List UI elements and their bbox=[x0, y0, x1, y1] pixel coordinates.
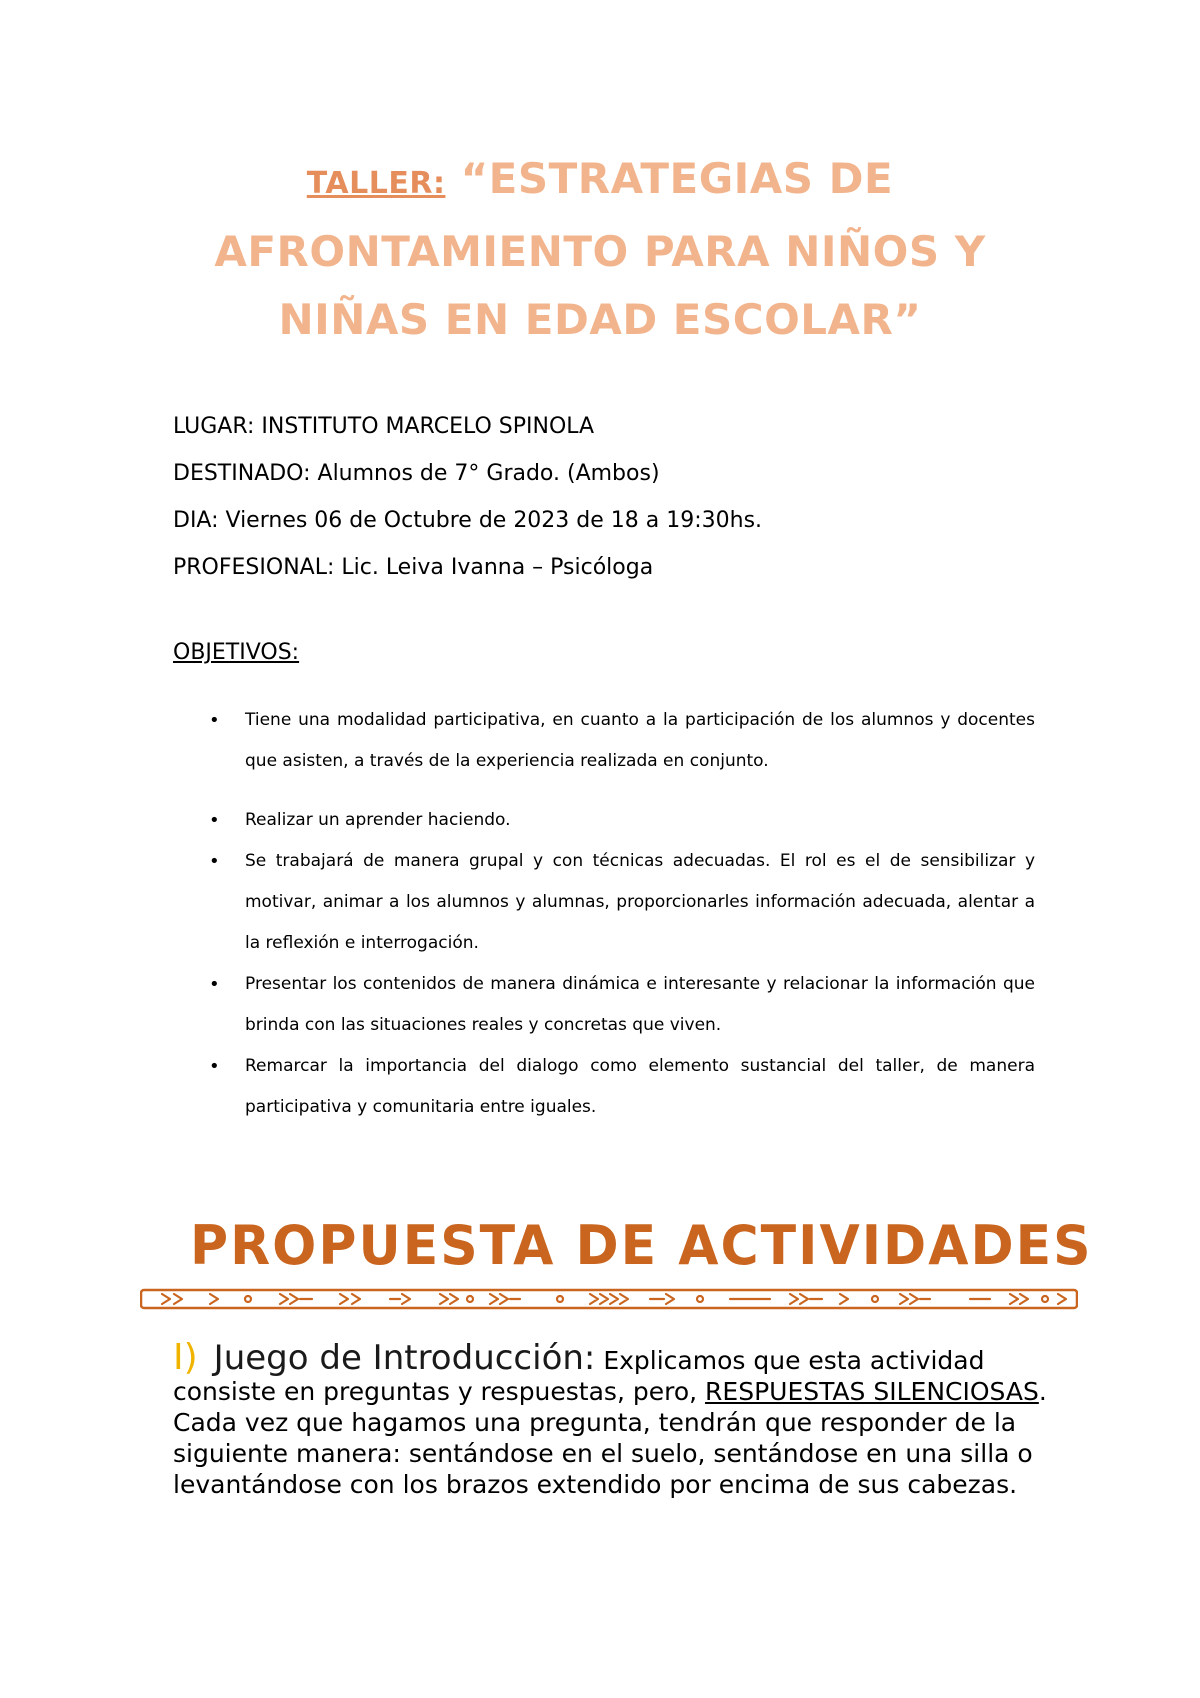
title-label: TALLER: bbox=[306, 166, 446, 201]
list-item bbox=[173, 800, 1035, 841]
bullet-icon: • bbox=[209, 810, 220, 831]
intro-activity bbox=[173, 1337, 1053, 1500]
objective-text: Realizar un aprender haciendo. bbox=[245, 810, 511, 830]
decorative-divider bbox=[140, 1288, 1078, 1310]
document-title bbox=[150, 145, 1050, 354]
objetivos-heading: OBJETIVOS: bbox=[173, 640, 300, 665]
objectives-list bbox=[173, 700, 1035, 1128]
info-lugar: LUGAR: INSTITUTO MARCELO SPINOLA bbox=[173, 414, 595, 439]
bullet-icon: • bbox=[209, 851, 220, 872]
activities-heading: PROPUESTA DE ACTIVIDADES bbox=[190, 1214, 1093, 1278]
bullet-icon: • bbox=[209, 710, 220, 731]
title-line-3: NIÑAS EN EDAD ESCOLAR” bbox=[278, 295, 922, 344]
workshop-info bbox=[173, 403, 1073, 591]
list-item bbox=[173, 1046, 1035, 1128]
activity-emphasis: RESPUESTAS SILENCIOSAS bbox=[705, 1377, 1039, 1406]
list-item bbox=[173, 841, 1035, 964]
title-text-1: “ESTRATEGIAS DE bbox=[460, 154, 894, 203]
bullet-icon: • bbox=[209, 974, 220, 995]
activity-title: Juego de Introducción: bbox=[213, 1338, 596, 1378]
list-item bbox=[173, 700, 1035, 782]
objective-text: Presentar los contenidos de manera dinámica e interesante y relacionar la información que brinda con las situaciones reales y concretas que viven. bbox=[245, 974, 1035, 1035]
info-dia: DIA: Viernes 06 de Octubre de 2023 de 18 a 19:30hs. bbox=[173, 508, 763, 533]
list-item bbox=[173, 964, 1035, 1046]
info-destinado: DESTINADO: Alumnos de 7° Grado. (Ambos) bbox=[173, 461, 660, 486]
activity-number: I) bbox=[173, 1337, 198, 1378]
objective-text: Tiene una modalidad participativa, en cuanto a la participación de los alumnos y docentes que asisten, a través de la experiencia realizada en conjunto. bbox=[245, 710, 1035, 771]
title-line-1 bbox=[150, 145, 1050, 218]
activity-text-after: . Cada vez que hagamos una pregunta, tendrán que responder de la siguiente manera: sentándose en el suelo, sentándose en una silla o levantándose con los brazos extendido por encima de sus cabezas. bbox=[173, 1377, 1047, 1499]
bullet-icon: • bbox=[209, 1056, 220, 1077]
activity-text-before: Explicamos que esta actividad consiste en preguntas y respuestas, pero, bbox=[173, 1346, 985, 1406]
objective-text: Se trabajará de manera grupal y con técnicas adecuadas. El rol es el de sensibilizar y motivar, animar a los alumnos y alumnas, proporcionarles información adecuada, alentar a la reflexión e interrogación. bbox=[245, 851, 1035, 953]
title-line-2: AFRONTAMIENTO PARA NIÑOS Y bbox=[214, 227, 986, 276]
info-profesional: PROFESIONAL: Lic. Leiva Ivanna – Psicóloga bbox=[173, 555, 654, 580]
objective-text: Remarcar la importancia del dialogo como elemento sustancial del taller, de manera participativa y comunitaria entre iguales. bbox=[245, 1056, 1035, 1117]
